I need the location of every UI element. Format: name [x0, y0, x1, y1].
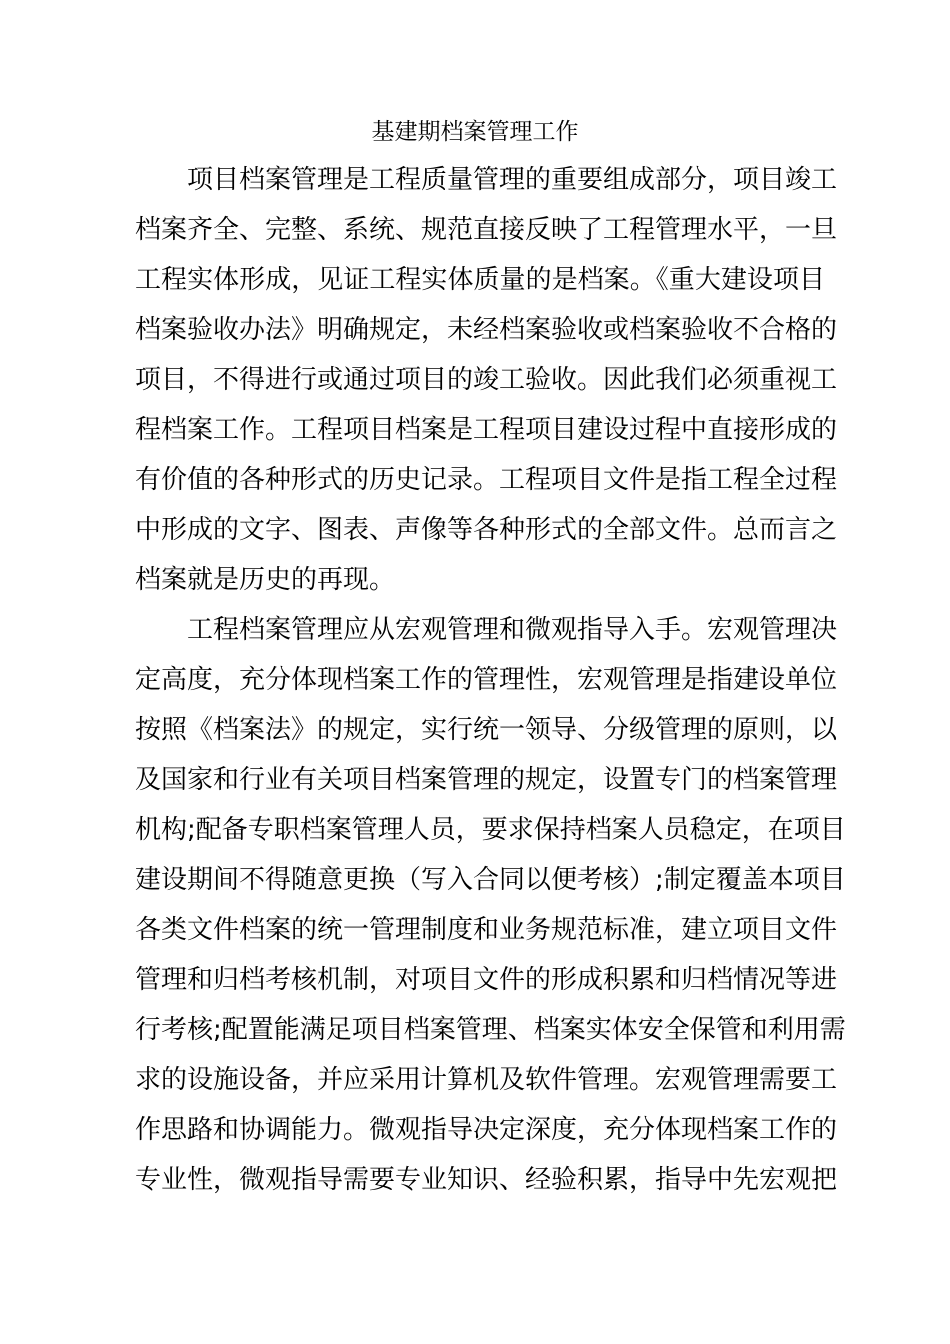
paragraph-1-line-9: 档案就是历史的再现。: [135, 565, 396, 595]
paragraph-2-line-4: 及国家和行业有关项目档案管理的规定，设置专门的档案管理: [135, 765, 838, 795]
paragraph-1-line-8: 中形成的文字、图表、声像等各种形式的全部文件。总而言之: [135, 515, 838, 545]
paragraph-1-line-1: 项目档案管理是工程质量管理的重要组成部分，项目竣工: [187, 165, 838, 195]
document-title: 基建期档案管理工作: [371, 119, 579, 145]
paragraph-2-line-3: 按照《档案法》的规定，实行统一领导、分级管理的原则，以: [135, 715, 838, 745]
paragraph-2-line-9: 行考核;配置能满足项目档案管理、档案实体安全保管和利用需: [135, 1015, 846, 1045]
paragraph-1-line-2: 档案齐全、完整、系统、规范直接反映了工程管理水平，一旦: [135, 215, 838, 245]
paragraph-2-line-11: 作思路和协调能力。微观指导决定深度，充分体现档案工作的: [135, 1115, 838, 1145]
paragraph-1-line-7: 有价值的各种形式的历史记录。工程项目文件是指工程全过程: [135, 465, 838, 495]
paragraph-1-line-3: 工程实体形成，见证工程实体质量的是档案。《重大建设项目: [135, 265, 825, 295]
paragraph-2-line-8: 管理和归档考核机制，对项目文件的形成积累和归档情况等进: [135, 965, 838, 995]
paragraph-2-line-6: 建设期间不得随意更换（写入合同以便考核）;制定覆盖本项目: [135, 865, 846, 895]
paragraph-2-line-12: 专业性，微观指导需要专业知识、经验积累，指导中先宏观把: [135, 1165, 838, 1195]
paragraph-2-line-7: 各类文件档案的统一管理制度和业务规范标准，建立项目文件: [135, 915, 838, 945]
paragraph-1-line-4: 档案验收办法》明确规定，未经档案验收或档案验收不合格的: [135, 315, 838, 345]
paragraph-1-line-6: 程档案工作。工程项目档案是工程项目建设过程中直接形成的: [135, 415, 838, 445]
paragraph-2-line-10: 求的设施设备，并应采用计算机及软件管理。宏观管理需要工: [135, 1065, 838, 1095]
paragraph-2-line-1: 工程档案管理应从宏观管理和微观指导入手。宏观管理决: [187, 615, 838, 645]
paragraph-1-line-5: 项目，不得进行或通过项目的竣工验收。因此我们必须重视工: [135, 365, 838, 395]
paragraph-2-line-2: 定高度，充分体现档案工作的管理性，宏观管理是指建设单位: [135, 665, 838, 695]
paragraph-2-line-5: 机构;配备专职档案管理人员，要求保持档案人员稳定，在项目: [135, 815, 846, 845]
